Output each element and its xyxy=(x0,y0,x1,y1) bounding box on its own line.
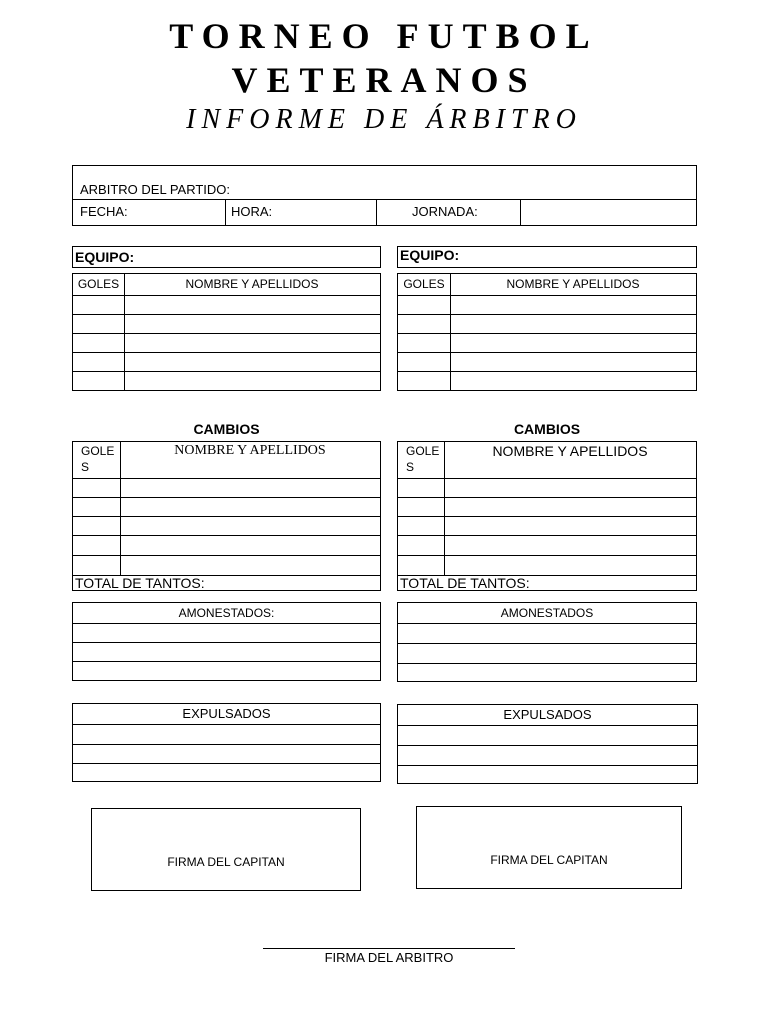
name-header: NOMBRE Y APELLIDOS xyxy=(506,277,640,291)
cautioned-header: AMONESTADOS: xyxy=(178,606,275,620)
title-line-2: VETERANOS xyxy=(231,60,537,100)
subtitle: INFORME DE ÁRBITRO xyxy=(186,104,582,135)
team-left-changes-title: CAMBIOS xyxy=(193,421,260,437)
sent-off-header: EXPULSADOS xyxy=(182,706,271,721)
team-right-changes-table xyxy=(397,441,697,591)
team-left-scorers-table xyxy=(72,273,381,391)
sent-off-header: EXPULSADOS xyxy=(503,707,592,722)
team-left-sent-off-table xyxy=(72,703,381,782)
team-right-label: EQUIPO: xyxy=(400,247,460,263)
team-left-changes-table xyxy=(72,441,381,591)
team-left-cautioned-table xyxy=(72,602,381,681)
date-label: FECHA: xyxy=(80,204,128,219)
team-right-captain-signature-box xyxy=(416,806,682,889)
changes-goals-header-line-1: GOLE xyxy=(81,444,115,458)
changes-name-header: NOMBRE Y APELLIDOS xyxy=(492,443,648,459)
team-left-box xyxy=(72,246,381,268)
team-right-cautioned-table xyxy=(397,602,697,682)
goals-header: GOLES xyxy=(403,277,445,291)
team-right-sent-off-table xyxy=(397,704,698,784)
time-label: HORA: xyxy=(231,204,273,219)
referee-label: ARBITRO DEL PARTIDO: xyxy=(80,182,231,197)
match-info-divider xyxy=(73,199,696,200)
team-left-captain-signature-box xyxy=(91,808,361,891)
team-right-box xyxy=(397,246,697,268)
referee-signature-line xyxy=(263,948,515,949)
changes-name-header: NOMBRE Y APELLIDOS xyxy=(174,443,326,458)
team-left-label: EQUIPO: xyxy=(75,249,135,265)
name-header: NOMBRE Y APELLIDOS xyxy=(185,277,319,291)
team-right-scorers-table xyxy=(397,273,697,391)
captain-signature-label: FIRMA DEL CAPITAN xyxy=(490,853,608,867)
total-goals-label: TOTAL DE TANTOS: xyxy=(400,575,530,591)
changes-goals-header-line-1: GOLE xyxy=(406,444,440,458)
match-info-box xyxy=(72,165,697,226)
changes-goals-header-line-2: S xyxy=(406,460,415,474)
round-label: JORNADA: xyxy=(412,204,478,219)
title-line-1: TORNEO FUTBOL xyxy=(169,16,599,56)
goals-header: GOLES xyxy=(77,277,120,291)
referee-signature-label: FIRMA DEL ARBITRO xyxy=(324,950,454,965)
cautioned-header: AMONESTADOS xyxy=(500,606,594,620)
team-right-changes-title: CAMBIOS xyxy=(513,421,581,437)
changes-goals-header-line-2: S xyxy=(81,460,90,474)
total-goals-label: TOTAL DE TANTOS: xyxy=(75,575,205,591)
captain-signature-label: FIRMA DEL CAPITAN xyxy=(167,855,285,869)
